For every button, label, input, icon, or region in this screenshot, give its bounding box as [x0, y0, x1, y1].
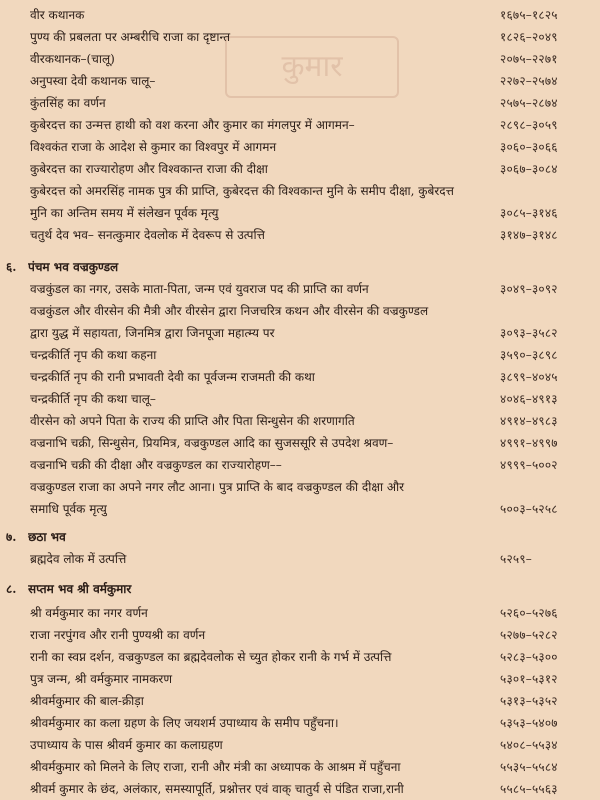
entry-text: वीरसेन को अपने पिता के राज्य की प्राप्ति और पिता सिन्धुसेन की शरणागति — [30, 414, 355, 428]
verse-range: ३०४९–३०९२ — [500, 282, 558, 296]
contents-entry — [0, 388, 600, 410]
verse-range: ३०६०–३०६६ — [500, 140, 558, 154]
contents-entry — [0, 668, 600, 690]
verse-range: १६७५–१८२५ — [500, 8, 558, 22]
contents-entry — [0, 410, 600, 432]
verse-range: ५४०८–५५३४ — [500, 738, 558, 752]
section-title: पंचम भव वज्रकुण्डल — [28, 260, 119, 274]
entry-text: वज्रनाभि चक्री, सिन्धुसेन, प्रियमित्र, वज्रकुण्डल आदि का सुजससूरि से उपदेश श्रवण– — [30, 436, 394, 450]
entry-text: चतुर्थ देव भव– सनत्कुमार देवलोक में देवरूप से उत्पत्ति — [30, 228, 265, 242]
section-heading — [0, 526, 600, 548]
section-number: ७. — [6, 530, 17, 544]
verse-range: ४९९९–५००२ — [500, 458, 558, 472]
contents-entry — [0, 180, 600, 202]
entry-text: विश्वकंत राजा के आदेश से कुमार का विश्वपुर में आगमन — [30, 140, 277, 154]
verse-range: ५३१३–५३५२ — [500, 694, 558, 708]
entry-text: उपाध्याय के पास श्रीवर्म कुमार का कलाग्रहण — [30, 738, 223, 752]
entry-text: वज्रकुंडल का नगर, उसके माता-पिता, जन्म एवं युवराज पद की प्राप्ति का वर्णन — [30, 282, 369, 296]
entry-text: पुत्र जन्म, श्री वर्मकुमार नामकरण — [30, 672, 173, 686]
entry-text: श्रीवर्मकुमार की बाल-क्रीड़ा — [30, 694, 144, 708]
contents-entry — [0, 278, 600, 300]
contents-entry — [0, 690, 600, 712]
entry-text: श्री वर्मकुमार का नगर वर्णन — [30, 606, 148, 620]
verse-range: ५३५३–५४०७ — [500, 716, 558, 730]
entry-text: पुण्य की प्रबलता पर अम्बरीचि राजा का दृष्टान्त — [30, 30, 231, 44]
entry-text: कुंतसिंह का वर्णन — [30, 96, 106, 110]
stamp-watermark: कुमार — [225, 36, 399, 98]
verse-range: ५५३५–५५८४ — [500, 760, 558, 774]
entry-text: कुबेरदत्त का राज्यारोहण और विश्वकान्त राजा की दीक्षा — [30, 162, 268, 176]
verse-range: २८९८–३०५९ — [500, 118, 558, 132]
section-number: ६. — [6, 260, 17, 274]
entry-text: अनुपस्वा देवी कथानक चालू– — [30, 74, 156, 88]
contents-entry — [0, 202, 600, 224]
contents-entry — [0, 734, 600, 756]
verse-range: ५५८५–५५६३ — [500, 782, 558, 796]
contents-entry — [0, 602, 600, 624]
contents-entry — [0, 70, 600, 92]
entry-text: वज्रकुण्डल राजा का अपने नगर लौट आना। पुत्र प्राप्ति के बाद वज्रकुण्डल की दीक्षा और — [30, 480, 405, 494]
entry-text: कुबेरदत्त का उन्मत्त हाथी को वश करना और कुमार का मंगलपुर में आगमन– — [30, 118, 355, 132]
contents-entry — [0, 344, 600, 366]
contents-entry — [0, 624, 600, 646]
entry-text: कुबेरदत्त को अमरसिंह नामक पुत्र की प्राप्ति, कुबेरदत्त की विश्वकान्त मुनि के समीप दीक्षा, कुबेरदत्त — [30, 184, 454, 198]
contents-entry — [0, 432, 600, 454]
verse-range: ५००३–५२५८ — [500, 502, 558, 516]
contents-entry — [0, 548, 600, 570]
entry-text: राजा नरपुंगव और रानी पुण्यश्री का वर्णन — [30, 628, 206, 642]
entry-text: श्रीवर्मकुमार का कला ग्रहण के लिए जयशर्म उपाध्याय के समीप पहुँचना। — [30, 716, 339, 730]
verse-range: २०७५–२२७१ — [500, 52, 558, 66]
entry-text: रानी का स्वप्न दर्शन, वज्रकुण्डल का ब्रह्मदेवलोक से च्युत होकर रानी के गर्भ में उत्पत्ति — [30, 650, 392, 664]
verse-range: ३८९९–४०४५ — [500, 370, 558, 384]
contents-entry — [0, 476, 600, 498]
section-number: ८. — [6, 582, 17, 596]
contents-entry — [0, 136, 600, 158]
contents-entry — [0, 158, 600, 180]
section-heading — [0, 256, 600, 278]
verse-range: १८२६–२०४९ — [500, 30, 558, 44]
contents-entry — [0, 778, 600, 800]
contents-entry — [0, 4, 600, 26]
entry-text: चन्द्रकीर्ति नृप की रानी प्रभावती देवी का पूर्वजन्म राजमती की कथा — [30, 370, 315, 384]
entry-text: द्वारा युद्ध में सहायता, जिनमित्र द्वारा जिनपूजा महात्म्य पर — [30, 326, 275, 340]
contents-entry — [0, 26, 600, 48]
contents-entry — [0, 48, 600, 70]
contents-entry — [0, 498, 600, 520]
verse-range: ३०६७–३०८४ — [500, 162, 558, 176]
verse-range: ३१४७–३१४८ — [500, 228, 558, 242]
section-title: सप्तम भव श्री वर्मकुमार — [28, 582, 132, 596]
verse-range: ३०९३–३५८२ — [500, 326, 558, 340]
verse-range: ५३०१–५३१२ — [500, 672, 558, 686]
verse-range: ५२७७–५२८२ — [500, 628, 558, 642]
entry-text: वज्रनाभि चक्री की दीक्षा और वज्रकुण्डल का राज्यारोहण–– — [30, 458, 282, 472]
contents-entry — [0, 712, 600, 734]
verse-range: ५२५९– — [500, 552, 532, 566]
entry-text: समाधि पूर्वक मृत्यु — [30, 502, 107, 516]
verse-range: ५२८३–५३०० — [500, 650, 558, 664]
section-title: छठा भव — [28, 530, 66, 544]
entry-text: चन्द्रकीर्ति नृप की कथा चालू– — [30, 392, 156, 406]
verse-range: २२७२–२५७४ — [500, 74, 558, 88]
contents-entry — [0, 756, 600, 778]
contents-entry — [0, 322, 600, 344]
entry-text: वीरकथानक–(चालू) — [30, 52, 115, 66]
entry-text: मुनि का अन्तिम समय में संलेखन पूर्वक मृत्यु — [30, 206, 219, 220]
contents-entry — [0, 454, 600, 476]
contents-entry — [0, 366, 600, 388]
contents-entry — [0, 300, 600, 322]
verse-range: ४०४६–४९१३ — [500, 392, 558, 406]
verse-range: २५७५–२८७४ — [500, 96, 558, 110]
verse-range: ४९१४–४९८३ — [500, 414, 558, 428]
verse-range: ४९९१–४९९७ — [500, 436, 558, 450]
entry-text: वज्रकुंडल और वीरसेन की मैत्री और वीरसेन द्वारा निजचरित्र कथन और वीरसेन की वज्रकुण्डल — [30, 304, 429, 318]
contents-entry — [0, 646, 600, 668]
entry-text: वीर कथानक — [30, 8, 85, 22]
verse-range: ३५९०–३८९८ — [500, 348, 558, 362]
entry-text: चन्द्रकीर्ति नृप की कथा कहना — [30, 348, 157, 362]
entry-text: ब्रह्मदेव लोक में उत्पत्ति — [30, 552, 127, 566]
verse-range: ५२६०–५२७६ — [500, 606, 558, 620]
verse-range: ३०८५–३१४६ — [500, 206, 558, 220]
contents-entry — [0, 114, 600, 136]
entry-text: श्रीवर्मकुमार को मिलने के लिए राजा, रानी और मंत्री का अध्यापक के आश्रम में पहुँचना — [30, 760, 401, 774]
contents-entry — [0, 92, 600, 114]
contents-entry — [0, 224, 600, 246]
section-heading — [0, 578, 600, 600]
entry-text: श्रीवर्म कुमार के छंद, अलंकार, समस्यापूर्ति, प्रश्नोत्तर एवं वाक् चातुर्य से पंडित राजा,रानी — [30, 782, 404, 796]
